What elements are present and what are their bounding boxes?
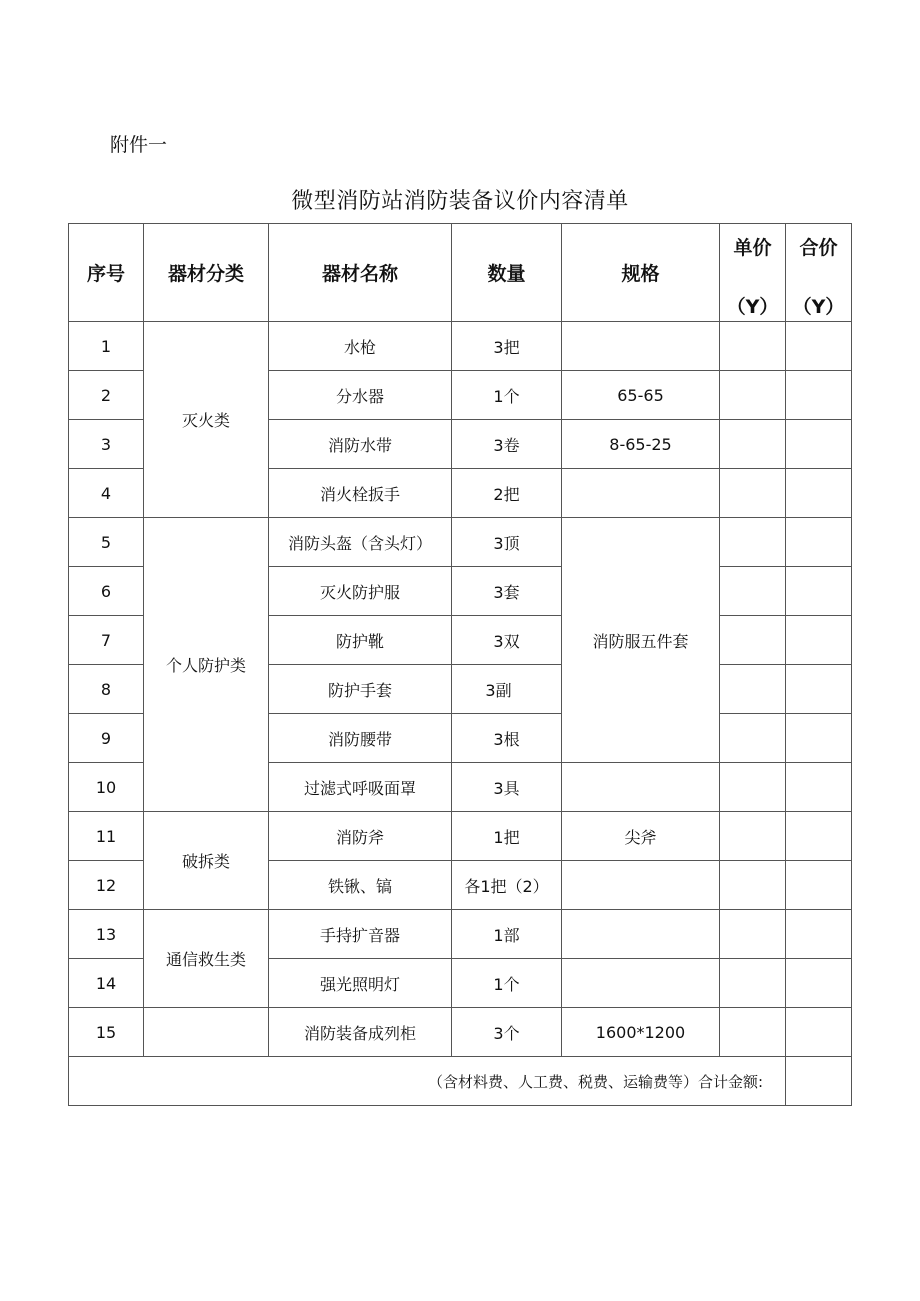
item-quantity: 3具 bbox=[452, 763, 562, 812]
row-index: 1 bbox=[69, 322, 144, 371]
header-category: 器材分类 bbox=[144, 224, 269, 322]
table-row bbox=[69, 1008, 852, 1057]
item-name: 消防腰带 bbox=[269, 714, 452, 763]
item-quantity: 2把 bbox=[452, 469, 562, 518]
total-price-cell bbox=[786, 420, 852, 469]
row-index: 6 bbox=[69, 567, 144, 616]
item-spec bbox=[562, 469, 720, 518]
unit-price-cell bbox=[720, 861, 786, 910]
row-index: 10 bbox=[69, 763, 144, 812]
row-index: 2 bbox=[69, 371, 144, 420]
item-name: 防护手套 bbox=[269, 665, 452, 714]
unit-price-cell bbox=[720, 322, 786, 371]
item-spec bbox=[562, 861, 720, 910]
row-index: 3 bbox=[69, 420, 144, 469]
row-index: 4 bbox=[69, 469, 144, 518]
category-cell: 破拆类 bbox=[144, 812, 269, 910]
total-price-cell bbox=[786, 812, 852, 861]
item-spec bbox=[562, 910, 720, 959]
total-price-cell bbox=[786, 567, 852, 616]
table-row bbox=[69, 910, 852, 959]
item-quantity: 3卷 bbox=[452, 420, 562, 469]
item-spec: 1600*1200 bbox=[562, 1008, 720, 1057]
total-price-cell bbox=[786, 763, 852, 812]
item-quantity: 3双 bbox=[452, 616, 562, 665]
item-quantity: 3把 bbox=[452, 322, 562, 371]
item-quantity: 3顶 bbox=[452, 518, 562, 567]
table-row bbox=[69, 322, 852, 371]
quotation-table bbox=[68, 223, 852, 1106]
item-name: 强光照明灯 bbox=[269, 959, 452, 1008]
total-amount-cell bbox=[786, 1057, 852, 1106]
header-spec: 规格 bbox=[562, 224, 720, 322]
total-price-cell bbox=[786, 910, 852, 959]
item-name: 防护靴 bbox=[269, 616, 452, 665]
row-index: 13 bbox=[69, 910, 144, 959]
category-cell: 灭火类 bbox=[144, 322, 269, 518]
item-quantity: 1部 bbox=[452, 910, 562, 959]
category-cell bbox=[144, 1008, 269, 1057]
total-price-cell bbox=[786, 518, 852, 567]
header-row bbox=[69, 224, 852, 322]
header-name: 器材名称 bbox=[269, 224, 452, 322]
item-quantity: 3个 bbox=[452, 1008, 562, 1057]
unit-price-cell bbox=[720, 910, 786, 959]
item-name: 手持扩音器 bbox=[269, 910, 452, 959]
item-name: 铁锹、镐 bbox=[269, 861, 452, 910]
item-quantity: 3副 bbox=[452, 665, 562, 714]
row-index: 9 bbox=[69, 714, 144, 763]
item-spec bbox=[562, 763, 720, 812]
item-name: 分水器 bbox=[269, 371, 452, 420]
header-total-price-unit: （Y） bbox=[792, 295, 845, 318]
item-name: 消火栓扳手 bbox=[269, 469, 452, 518]
row-index: 5 bbox=[69, 518, 144, 567]
total-price-cell bbox=[786, 714, 852, 763]
header-unit-price-unit: （Y） bbox=[726, 295, 779, 318]
total-price-cell bbox=[786, 959, 852, 1008]
header-quantity: 数量 bbox=[452, 224, 562, 322]
attachment-label: 附件一 bbox=[110, 134, 168, 156]
unit-price-cell bbox=[720, 518, 786, 567]
item-spec: 8-65-25 bbox=[562, 420, 720, 469]
category-cell: 通信救生类 bbox=[144, 910, 269, 1008]
header-total-price bbox=[786, 224, 852, 322]
header-index: 序号 bbox=[69, 224, 144, 322]
row-index: 11 bbox=[69, 812, 144, 861]
item-quantity: 1个 bbox=[452, 371, 562, 420]
item-name: 消防水带 bbox=[269, 420, 452, 469]
unit-price-cell bbox=[720, 959, 786, 1008]
item-quantity: 各1把（2） bbox=[452, 861, 562, 910]
header-unit-price-label: 单价 bbox=[733, 236, 772, 259]
row-index: 15 bbox=[69, 1008, 144, 1057]
unit-price-cell bbox=[720, 812, 786, 861]
row-index: 8 bbox=[69, 665, 144, 714]
unit-price-cell bbox=[720, 567, 786, 616]
total-price-cell bbox=[786, 665, 852, 714]
page-title: 微型消防站消防装备议价内容清单 bbox=[291, 189, 629, 214]
total-row bbox=[69, 1057, 852, 1106]
item-quantity: 1把 bbox=[452, 812, 562, 861]
row-index: 14 bbox=[69, 959, 144, 1008]
unit-price-cell bbox=[720, 616, 786, 665]
item-quantity: 1个 bbox=[452, 959, 562, 1008]
category-cell: 个人防护类 bbox=[144, 518, 269, 812]
unit-price-cell bbox=[720, 763, 786, 812]
item-quantity: 3套 bbox=[452, 567, 562, 616]
item-name: 消防头盔（含头灯） bbox=[269, 518, 452, 567]
item-quantity: 3根 bbox=[452, 714, 562, 763]
table-row bbox=[69, 812, 852, 861]
unit-price-cell bbox=[720, 420, 786, 469]
total-price-cell bbox=[786, 469, 852, 518]
item-name: 水枪 bbox=[269, 322, 452, 371]
row-index: 7 bbox=[69, 616, 144, 665]
total-price-cell bbox=[786, 1008, 852, 1057]
unit-price-cell bbox=[720, 469, 786, 518]
total-label: （含材料费、人工费、税费、运输费等）合计金额: bbox=[69, 1057, 786, 1106]
item-spec: 消防服五件套 bbox=[562, 518, 720, 763]
item-spec: 尖斧 bbox=[562, 812, 720, 861]
total-price-cell bbox=[786, 861, 852, 910]
total-price-cell bbox=[786, 616, 852, 665]
unit-price-cell bbox=[720, 665, 786, 714]
unit-price-cell bbox=[720, 1008, 786, 1057]
table-row bbox=[69, 518, 852, 567]
item-name: 消防斧 bbox=[269, 812, 452, 861]
unit-price-cell bbox=[720, 371, 786, 420]
item-spec bbox=[562, 959, 720, 1008]
unit-price-cell bbox=[720, 714, 786, 763]
row-index: 12 bbox=[69, 861, 144, 910]
item-name: 过滤式呼吸面罩 bbox=[269, 763, 452, 812]
item-name: 消防装备成列柜 bbox=[269, 1008, 452, 1057]
item-spec: 65-65 bbox=[562, 371, 720, 420]
total-price-cell bbox=[786, 371, 852, 420]
header-total-price-label: 合价 bbox=[799, 236, 838, 259]
item-name: 灭火防护服 bbox=[269, 567, 452, 616]
total-price-cell bbox=[786, 322, 852, 371]
item-spec bbox=[562, 322, 720, 371]
header-unit-price bbox=[720, 224, 786, 322]
